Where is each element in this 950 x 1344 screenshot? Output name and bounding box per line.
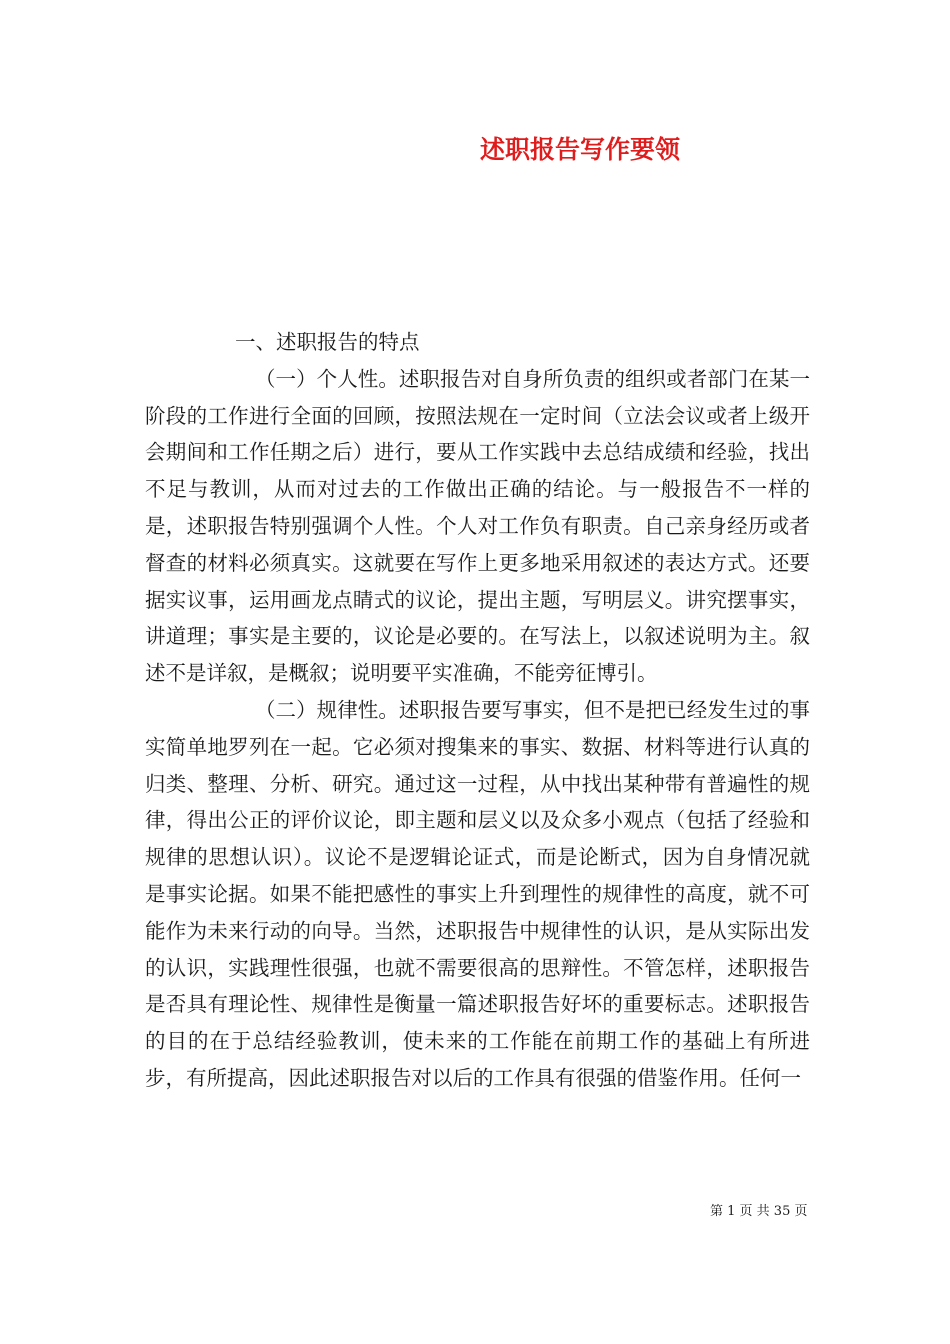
- document-title: 述职报告写作要领: [480, 135, 681, 164]
- page-number-footer: 第 1 页 共 35 页: [710, 1204, 808, 1219]
- title-area: [0, 130, 950, 170]
- paragraph-personal: （一）个人性。述职报告对自身所负责的组织或者部门在某一阶段的工作进行全面的回顾，按照法规在一定时间（立法会议或者上级开会期间和工作任期之后）进行，要从工作实践中去总结成绩和经验，找出不足与教训，从而对过去的工作做出正确的结论。与一般报告不一样的是，述职报告特别强调个人性。个人对工作负有职责。自己亲身经历或者督查的材料必须真实。这就要在写作上更多地采用叙述的表达方式。还要据实议事，运用画龙点睛式的议论，提出主题，写明层义。讲究摆事实，讲道理；事实是主要的，议论是必要的。在写法上，以叙述说明为主。叙述不是详叙，是概叙；说明要平实准确，不能旁征博引。: [145, 366, 810, 686]
- paragraph-regularity: （二）规律性。述职报告要写事实，但不是把已经发生过的事实简单地罗列在一起。它必须对搜集来的事实、数据、材料等进行认真的归类、整理、分析、研究。通过这一过程，从中找出某种带有普遍性的规律，得出公正的评价议论，即主题和层义以及众多小观点（包括了经验和规律的思想认识）。议论不是逻辑论证式，而是论断式，因为自身情况就是事实论据。如果不能把感性的事实上升到理性的规律性的高度，就不可能作为未来行动的向导。当然，述职报告中规律性的认识，是从实际出发的认识，实践理性很强，也就不需要很高的思辩性。不管怎样，述职报告是否具有理论性、规律性是衡量一篇述职报告好坏的重要标志。述职报告的目的在于总结经验教训，使未来的工作能在前期工作的基础上有所进步，有所提高，因此述职报告对以后的工作具有很强的借鉴作用。任何一: [145, 697, 810, 1090]
- section-heading: 一、述职报告的特点: [235, 330, 420, 354]
- document-body: [145, 324, 810, 1097]
